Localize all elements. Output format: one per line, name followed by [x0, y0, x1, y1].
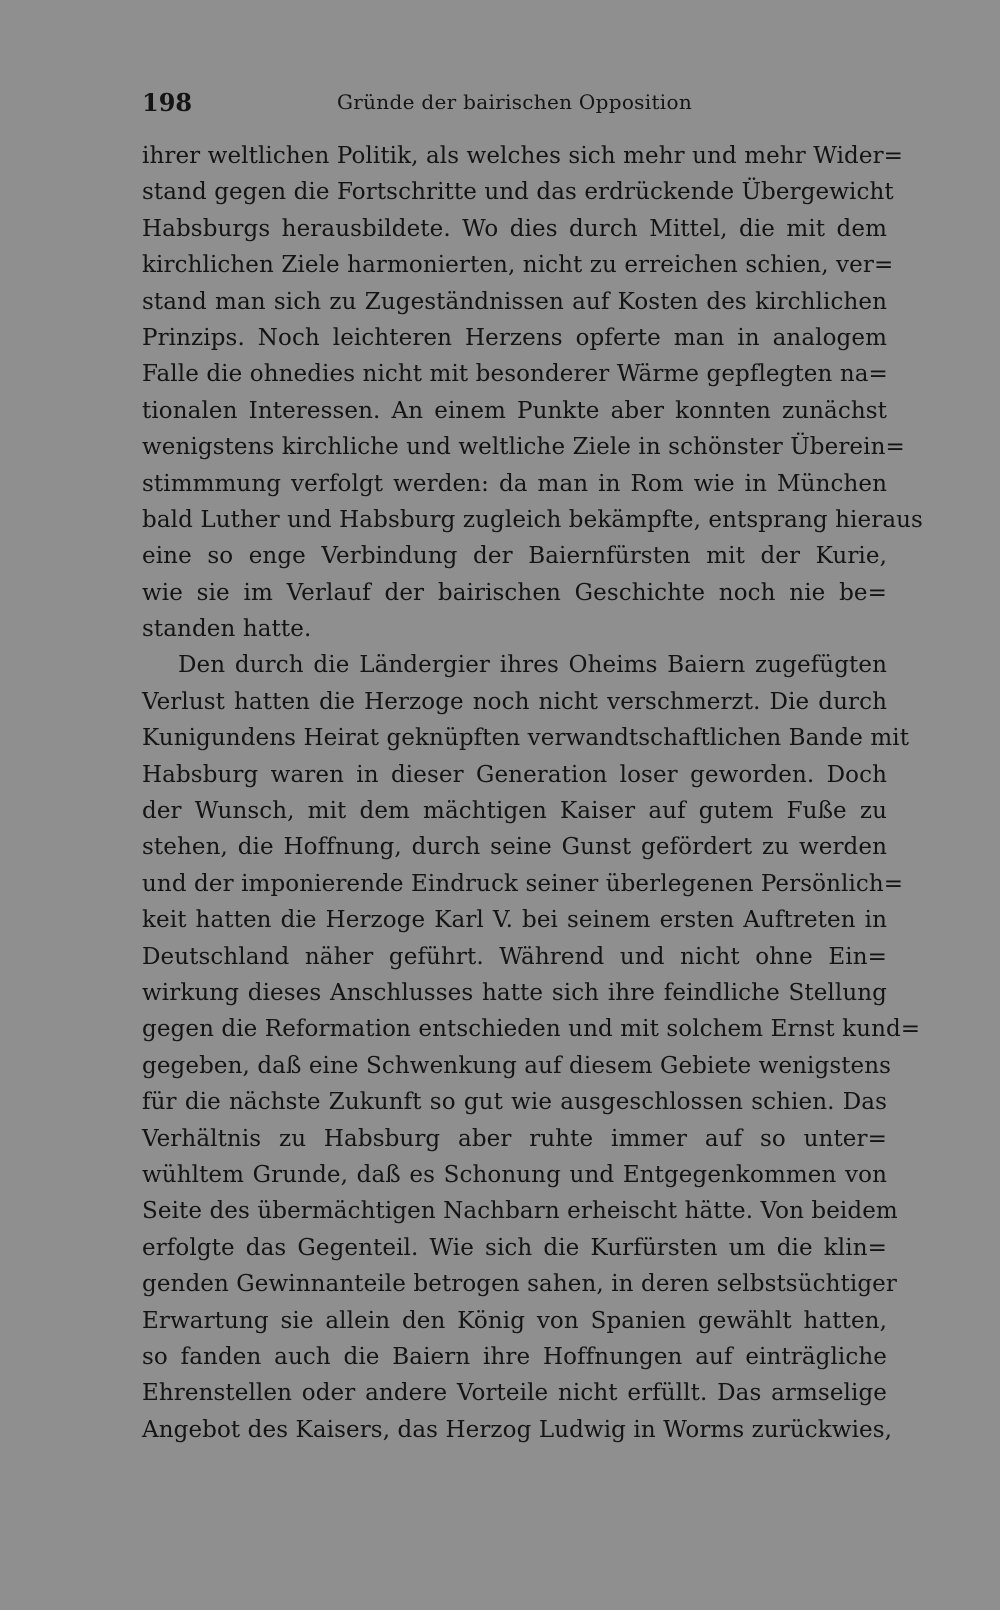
- running-head: [142, 88, 887, 128]
- text-line: stimmmung verfolgt werden: da man in Rom wie in München: [142, 470, 887, 497]
- text-line: Verhältnis zu Habsburg aber ruhte immer auf so unter=: [142, 1125, 887, 1152]
- text-line: stand gegen die Fortschritte und das erdrückende Übergewicht: [142, 179, 894, 206]
- text-line: stand man sich zu Zugeständnissen auf Kosten des kirchlichen: [142, 288, 887, 315]
- text-line: Prinzips. Noch leichteren Herzens opferte man in analogem: [142, 324, 887, 351]
- text-line: gegeben, daß eine Schwenkung auf diesem Gebiete wenigstens: [142, 1052, 892, 1079]
- text-line: keit hatten die Herzoge Karl V. bei seinem ersten Auftreten in: [142, 907, 887, 934]
- text-line: der Wunsch, mit dem mächtigen Kaiser auf gutem Fuße zu: [142, 798, 887, 825]
- text-line: für die nächste Zukunft so gut wie ausgeschlossen schien. Das: [142, 1089, 887, 1116]
- text-line: wenigstens kirchliche und weltliche Ziele in schönster Überein=: [142, 434, 905, 461]
- text-line: Kunigundens Heirat geknüpften verwandtschaftlichen Bande mit: [142, 725, 910, 752]
- text-line: Angebot des Kaisers, das Herzog Ludwig in Worms zurückwies,: [142, 1416, 893, 1443]
- text-line: gegen die Reformation entschieden und mit solchem Ernst kund=: [142, 1016, 921, 1043]
- running-title: Gründe der bairischen Opposition: [336, 90, 692, 114]
- text-line: kirchlichen Ziele harmonierten, nicht zu erreichen schien, ver=: [142, 252, 894, 279]
- book-page: [142, 88, 923, 1448]
- text-line: stehen, die Hoffnung, durch seine Gunst gefördert zu werden: [142, 834, 887, 861]
- text-line: standen hatte.: [142, 616, 312, 643]
- text-line: erfolgte das Gegenteil. Wie sich die Kurfürsten um die klin=: [142, 1234, 887, 1261]
- text-line: Verlust hatten die Herzoge noch nicht verschmerzt. Die durch: [142, 688, 887, 715]
- text-line: und der imponierende Eindruck seiner überlegenen Persönlich=: [142, 870, 904, 897]
- text-line: ihrer weltlichen Politik, als welches sich mehr und mehr Wider=: [142, 143, 904, 169]
- text-line: wie sie im Verlauf der bairischen Geschichte noch nie be=: [142, 579, 887, 606]
- text-line: so fanden auch die Baiern ihre Hoffnungen auf einträgliche: [142, 1343, 887, 1370]
- paragraph: [142, 138, 923, 647]
- text-line: wirkung dieses Anschlusses hatte sich ihre feindliche Stellung: [142, 979, 887, 1006]
- body-text: [142, 138, 923, 1448]
- text-line: Seite des übermächtigen Nachbarn erheischt hätte. Von beidem: [142, 1198, 898, 1225]
- paragraph: [142, 647, 921, 1448]
- text-line: Habsburg waren in dieser Generation loser geworden. Doch: [142, 761, 887, 788]
- text-line: bald Luther und Habsburg zugleich bekämpfte, entsprang hieraus: [142, 506, 923, 533]
- text-line: tionalen Interessen. An einem Punkte aber konnten zunächst: [142, 397, 887, 424]
- text-line: eine so enge Verbindung der Baiernfürsten mit der Kurie,: [142, 543, 887, 570]
- text-line: Ehrenstellen oder andere Vorteile nicht erfüllt. Das armselige: [142, 1380, 887, 1407]
- text-line: wühltem Grunde, daß es Schonung und Entgegenkommen von: [142, 1161, 887, 1188]
- text-line: Den durch die Ländergier ihres Oheims Baiern zugefügten: [178, 652, 887, 679]
- text-line: Habsburgs herausbildete. Wo dies durch Mittel, die mit dem: [142, 215, 887, 242]
- text-line: Erwartung sie allein den König von Spanien gewählt hatten,: [142, 1307, 887, 1334]
- page-number: 198: [142, 88, 193, 117]
- text-line: Deutschland näher geführt. Während und nicht ohne Ein=: [142, 943, 887, 970]
- text-line: Falle die ohnedies nicht mit besonderer Wärme gepflegten na=: [142, 361, 888, 388]
- text-line: genden Gewinnanteile betrogen sahen, in deren selbstsüchtiger: [142, 1271, 897, 1298]
